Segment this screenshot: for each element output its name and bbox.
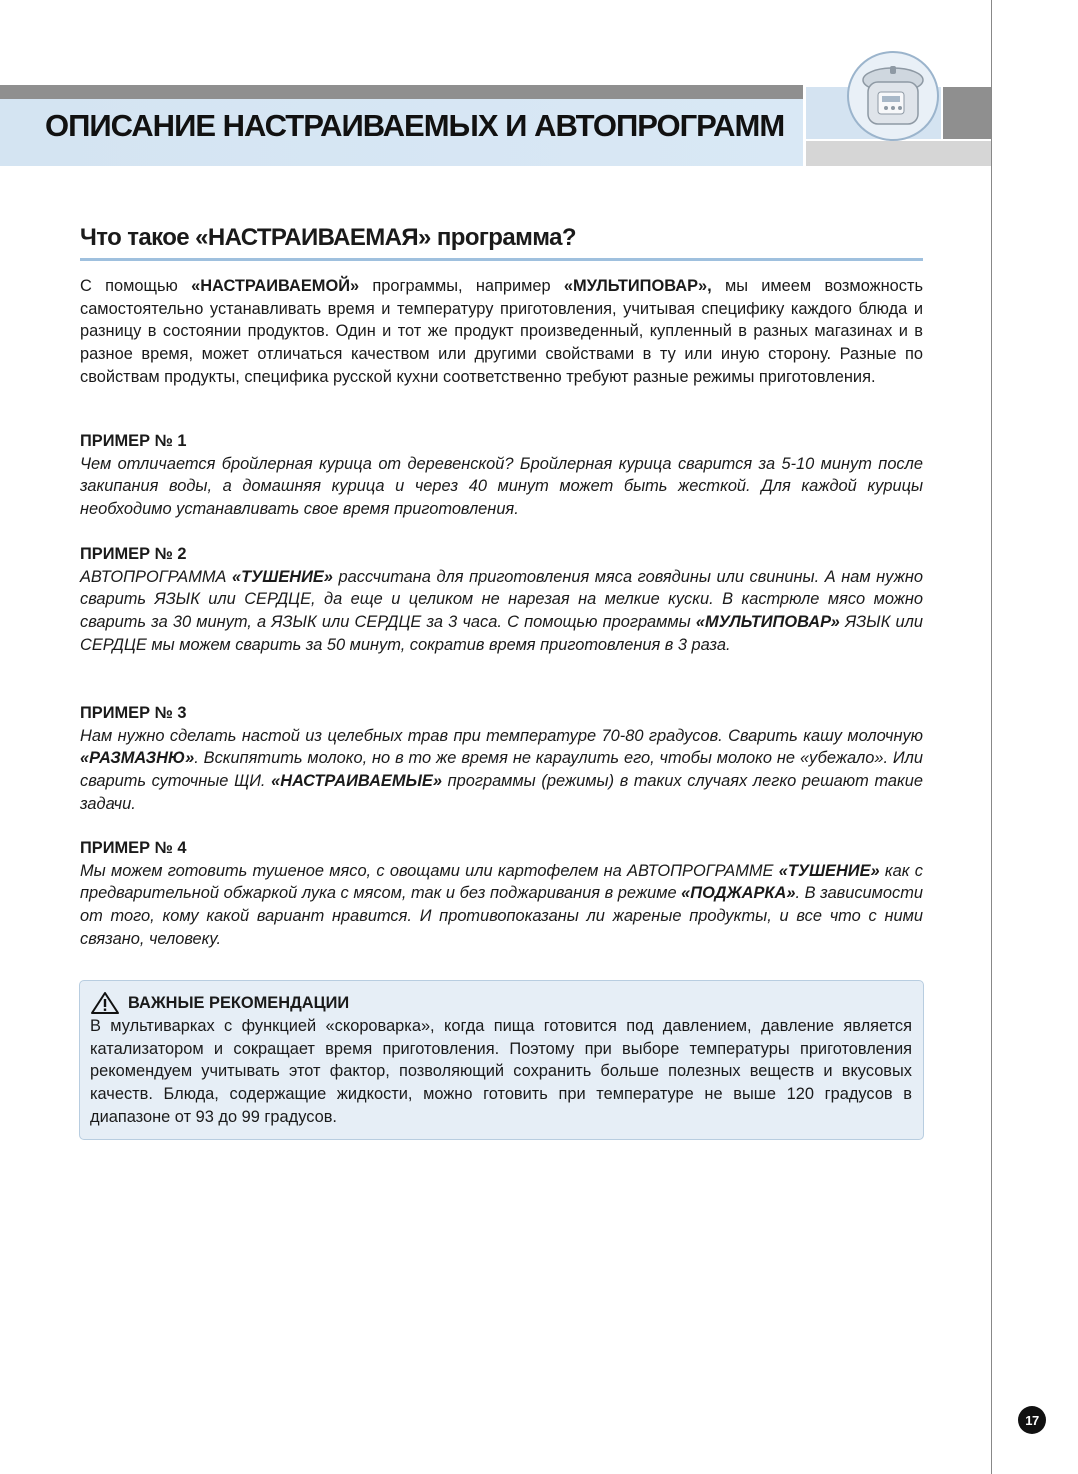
header-gray-box [943,87,991,139]
important-recommendations-box [79,980,924,1140]
intro-paragraph: С помощью «НАСТРАИВАЕМОЙ» программы, например «МУЛЬТИПОВАР», мы имеем возможность самостоятельно устанавливать время и температуру приготовления, учитывая специфику каждого блюда и разницу в состоянии продуктов. Один и тот же продукт произведенный, купленный в разных магазинах и в разное время, может отличаться качеством или другими свойствами в ту или иную сторону. Разные по свойствам продукты, специфика русской кухни соответственно требуют разные режимы приготовления. [80,277,923,386]
header-lower-gray-box [806,141,991,166]
example-4 [80,837,923,951]
example-heading: ПРИМЕР № 4 [80,839,187,857]
example-heading: ПРИМЕР № 2 [80,545,187,563]
example-heading: ПРИМЕР № 3 [80,704,187,722]
section-title-underline [80,258,923,261]
warning-heading: ВАЖНЫЕ РЕКОМЕНДАЦИИ [128,994,350,1012]
example-3 [80,702,923,816]
example-heading: ПРИМЕР № 1 [80,432,187,450]
example-text: АВТОПРОГРАММА «ТУШЕНИЕ» рассчитана для приготовления мяса говядины или свинины. А нам нужно сварить ЯЗЫК или СЕРДЦЕ, да еще и целиком не нарезая на мелкие куски. В кастрюле мясо можно сварить за 30 минут, а ЯЗЫК или СЕРДЦЕ за 3 часа. С помощью программы «МУЛЬТИПОВАР» ЯЗЫК или СЕРДЦЕ мы можем сварить за 50 минут, сократив время приготовления в 3 раза. [80,567,923,654]
example-text: Нам нужно сделать настой из целебных трав при температуре 70-80 градусов. Сварить кашу молочную «РАЗМАЗНЮ». Вскипятить молоко, но в то же время не караулить его, чтобы молоко не «убежало». Или сварить суточные ЩИ. «НАСТРАИВАЕМЫЕ» программы (режимы) в таких случаях легко решают такие задачи. [80,726,923,813]
page-number: 17 [1018,1406,1046,1434]
example-1 [80,430,923,521]
example-text: Мы можем готовить тушеное мясо, с овощами или картофелем на АВТОПРОГРАММЕ «ТУШЕНИЕ» как с предварительной обжаркой лука с мясом, так и без поджаривания в режиме «ПОДЖАРКА». В зависимости от того, кому какой вариант нравится. И противопоказаны ли жареные продукты, и все что с ними связано, человеку. [80,861,923,948]
example-text: Чем отличается бройлерная курица от деревенской? Бройлерная курица сварится за 5-10 минут после закипания воды, а домашняя курица и через 40 минут может быть жесткой. Для каждой курицы необходимо устанавливать свое время приготовления. [80,454,923,519]
page-title: ОПИСАНИЕ НАСТРАИВАЕМЫХ И АВТОПРОГРАММ [45,108,785,143]
section-title: Что такое «НАСТРАИВАЕМАЯ» программа? [80,224,576,251]
warning-triangle-icon [90,991,120,1015]
warning-text: В мультиварках с функцией «скороварка», когда пища готовится под давлением, давление является катализатором и сокращает время приготовления. Поэтому при выборе температуры приготовления рекомендуем учитывать этот фактор, позволяющий сохранить больше полезных веществ и вкусовых качеств. Блюда, содержащие жидкости, можно готовить при температуре не выше 120 градусов в диапазоне от 93 до 99 градусов. [90,1017,912,1126]
example-2 [80,543,923,657]
header-gray-stripe [0,85,803,99]
warning-heading-row [90,991,912,1015]
right-margin-line [991,0,992,1474]
rice-cooker-icon [846,50,940,142]
